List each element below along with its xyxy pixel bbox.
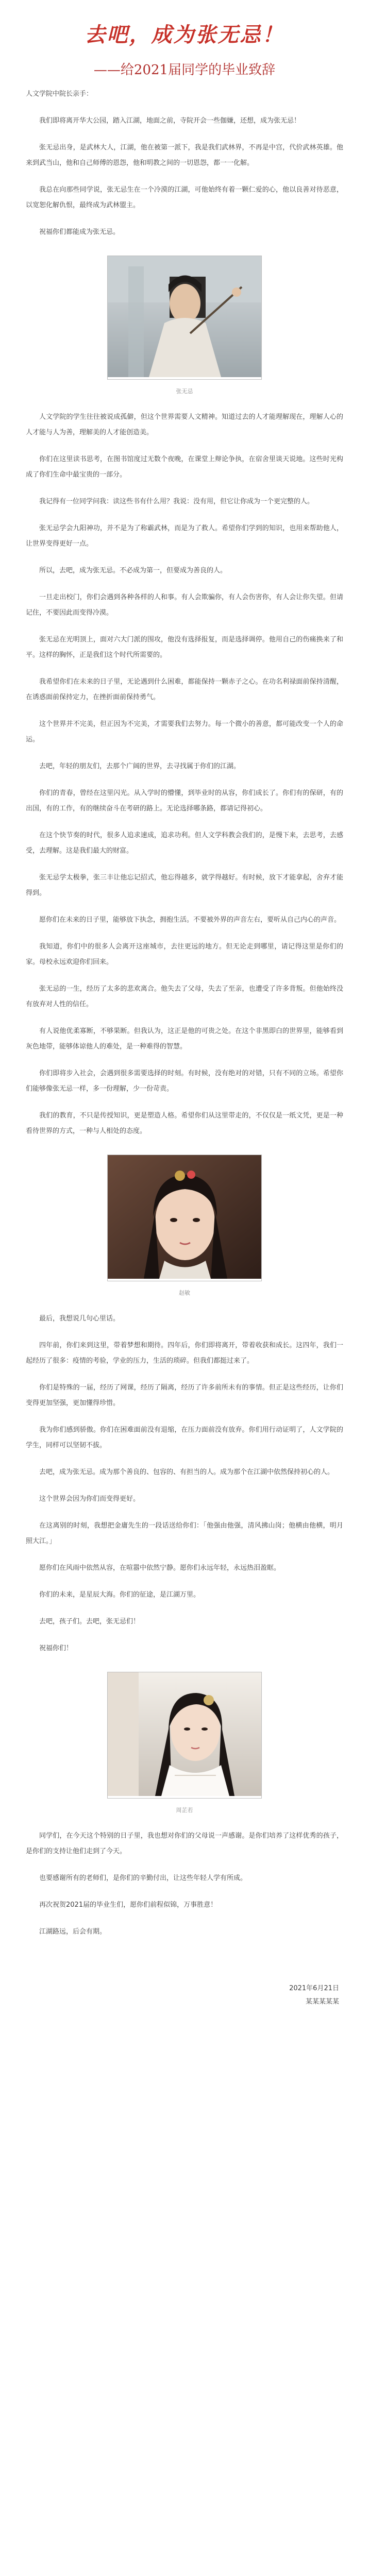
signature-author: 某某某某某 xyxy=(305,1998,339,2006)
photo-figure-2 xyxy=(107,1155,262,1281)
paragraph: 张无忌学太极拳，张三丰让他忘记招式，他忘得越多，就学得越好。有时候，放下才能拿起，舍弃才能得到。 xyxy=(26,874,343,897)
paragraph: 去吧，成为张无忌。成为那个善良的、包容的、有担当的人。成为那个在江湖中依然保持初心的人。 xyxy=(39,1468,334,1476)
paragraph: 张无忌学会九阳神功，并不是为了称霸武林，而是为了救人。希望你们学到的知识，也用来帮助他人，让世界变得更好一点。 xyxy=(26,524,343,548)
paragraph: 去吧，年轻的朋友们，去那个广阔的世界，去寻找属于你们的江湖。 xyxy=(39,762,241,770)
page-title: 去吧，成为张无忌！ xyxy=(85,23,284,47)
paragraph: 人文学院的学生往往被说成孤僻，但这个世界需要人文精神。知道过去的人才能理解现在，理解人心的人才能与人为善，理解美的人才能创造美。 xyxy=(26,413,343,436)
page-subtitle: ——给2021届同学的毕业致辞 xyxy=(93,62,276,78)
portrait-photo xyxy=(108,1155,261,1279)
paragraph: 你们即将步入社会，会遇到很多需要选择的时刻。有时候，没有绝对的对错，只有不同的立场。希望你们能够像张无忌一样，多一份理解，少一份苛责。 xyxy=(26,1070,343,1093)
paragraph: 再次祝贺2021届的毕业生们，愿你们前程似锦，万事胜意！ xyxy=(39,1901,217,1909)
paragraph: 愿你们在未来的日子里，能够放下执念，拥抱生活。不要被外界的声音左右，要听从自己内心的声音。 xyxy=(39,916,341,924)
paragraph: 我记得有一位同学问我：读这些书有什么用？我说：没有用，但它让你成为一个更完整的人。 xyxy=(39,498,314,505)
paragraph: 最后，我想说几句心里话。 xyxy=(39,1315,120,1323)
paragraph: 我希望你们在未来的日子里，无论遇到什么困难，都能保持一颗赤子之心。在功名利禄面前保持清醒，在诱惑面前保持定力，在挫折面前保持勇气。 xyxy=(26,678,343,701)
paragraph: 这个世界并不完美，但正因为不完美，才需要我们去努力。每一个微小的善意，都可能改变一个人的命运。 xyxy=(26,720,343,743)
paragraph: 有人说他优柔寡断，不够果断。但我认为，这正是他的可贵之处。在这个非黑即白的世界里，能够看到灰色地带，能够体谅他人的难处，是一种难得的智慧。 xyxy=(26,1027,343,1050)
photo-figure-1 xyxy=(107,256,262,380)
paragraph: 我们即将离开华大公园，踏入江湖，地面之前，寺院开会一些伽嫌，还想，成为张无忌！ xyxy=(39,117,301,125)
paragraph: 在这个快节奏的时代，很多人追求速成，追求功利。但人文学科教会我们的，是慢下来，去思考，去感受，去理解。这是我们最大的财富。 xyxy=(26,832,343,855)
paragraph: 我为你们感到骄傲。你们在困难面前没有退缩，在压力面前没有放弃。你们用行动证明了，人文学院的学生，同样可以坚韧不拔。 xyxy=(26,1426,343,1449)
paragraph: 你们的未来，是星辰大海。你们的征途，是江湖万里。 xyxy=(39,1591,200,1599)
paragraph: 我知道，你们中的很多人会离开这座城市，去往更远的地方。但无论走到哪里，请记得这里是你们的家。母校永远欢迎你们回来。 xyxy=(26,943,343,966)
paragraph: 在这离别的时刻，我想把金庸先生的一段话送给你们：「他强由他强，清风拂山岗；他横由他横，明月照大江。」 xyxy=(26,1522,343,1545)
paragraph: 你们的青春，曾经在这里闪光。从入学时的懵懂，到毕业时的从容，你们成长了。你们有的保研，有的出国，有的工作，有的继续奋斗在考研的路上。无论选择哪条路，都请记得初心。 xyxy=(26,789,343,812)
swordsman-photo xyxy=(108,256,261,377)
paragraph: 一旦走出校门，你们会遇到各种各样的人和事。有人会欺骗你，有人会伤害你，有人会让你失望。但请记住，不要因此而变得冷漠。 xyxy=(26,594,343,617)
paragraph: 同学们，在今天这个特别的日子里，我也想对你们的父母说一声感谢。是你们培养了这样优秀的孩子，是你们的支持让他们走到了今天。 xyxy=(26,1832,343,1855)
paragraph: 去吧，孩子们。去吧，张无忌们！ xyxy=(39,1618,140,1625)
paragraph: 祝福你们！ xyxy=(39,1645,73,1652)
paragraph: 也要感谢所有的老师们，是你们的辛勤付出，让这些年轻人学有所成。 xyxy=(39,1874,247,1882)
photo-caption: 张无忌 xyxy=(176,388,193,395)
paragraph: 四年前，你们来到这里，带着梦想和期待。四年后，你们即将离开，带着收获和成长。这四年，我们一起经历了很多：疫情的考验，学业的压力，生活的琐碎。但我们都挺过来了。 xyxy=(26,1342,343,1365)
paragraph: 愿你们在风雨中依然从容，在喧嚣中依然宁静。愿你们永远年轻，永远热泪盈眶。 xyxy=(39,1564,281,1572)
photo-figure-3 xyxy=(107,1672,262,1799)
paragraph: 所以，去吧，成为张无忌。不必成为第一，但要成为善良的人。 xyxy=(39,567,227,574)
portrait-photo xyxy=(108,1672,261,1796)
paragraph: 张无忌的一生，经历了太多的悲欢离合。他失去了父母，失去了至亲，也遭受了许多背叛。但他始终没有放弃对人性的信任。 xyxy=(26,985,343,1008)
paragraph: 张无忌出身，是武林大人，江湖，他在被第一派下，我是我们武林界，不再是中宫，代价武林英雄。他来到武当山，他和自己师傅的恩怨，他和明教之间的一切恩怨，都一一化解。 xyxy=(26,144,343,167)
paragraph: 我们的教育，不只是传授知识，更是塑造人格。希望你们从这里带走的，不仅仅是一纸文凭，更是一种看待世界的方式，一种与人相处的态度。 xyxy=(26,1112,343,1135)
paragraph: 这个世界会因为你们而变得更好。 xyxy=(39,1495,140,1503)
photo-caption: 周芷若 xyxy=(176,1807,193,1814)
photo-caption: 赵敏 xyxy=(179,1290,190,1296)
signature-date: 2021年6月21日 xyxy=(289,1985,339,1992)
paragraph: 你们在这里读书思考，在图书馆度过无数个夜晚，在课堂上辩论争执，在宿舍里谈天说地。这些时光构成了你们生命中最宝贵的一部分。 xyxy=(26,455,343,479)
paragraph: 祝福你们都能成为张无忌。 xyxy=(39,228,120,236)
paragraph: 江湖路远，后会有期。 xyxy=(39,1928,107,1936)
paragraph: 你们是特殊的一届，经历了网课，经历了隔离，经历了许多前所未有的事情。但正是这些经历，让你们变得更加坚强，更加懂得珍惜。 xyxy=(26,1384,343,1407)
salutation: 人文学院中院长亲手： xyxy=(26,90,93,98)
paragraph: 我总在向那些同学说，张无忌生在一个冷漠的江湖，可他始终有着一颗仁爱的心，他以良善对待恶意，以宽恕化解仇恨，最终成为武林盟主。 xyxy=(26,186,343,209)
paragraph: 张无忌在光明顶上，面对六大门派的围攻，他没有选择报复，而是选择调停。他用自己的伤痛换来了和平。这样的胸怀，正是我们这个时代所需要的。 xyxy=(26,636,343,659)
